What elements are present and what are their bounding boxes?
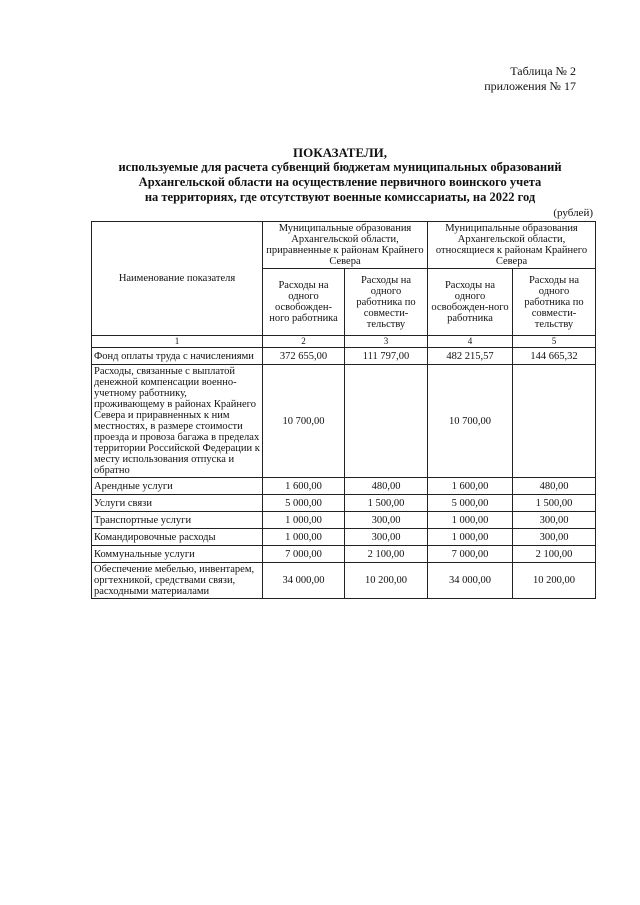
column-number: 4 [428,336,513,348]
table-row [92,495,596,512]
row-name: Обеспечение мебелью, инвентарем, оргтехникой, средствами связи, расходными материалами [92,563,263,599]
column-number: 2 [263,336,345,348]
row-value: 2 100,00 [513,546,596,563]
title-line-2: Архангельской области на осуществление первичного воинского учета [138,175,542,189]
row-value: 34 000,00 [428,563,513,599]
row-value: 7 000,00 [263,546,345,563]
header-row-groups [92,222,596,269]
row-value: 480,00 [345,478,428,495]
row-value: 300,00 [345,529,428,546]
table-row [92,348,596,365]
row-value: 111 797,00 [345,348,428,365]
document-title [80,145,600,205]
row-value: 7 000,00 [428,546,513,563]
row-value [345,365,428,478]
row-value: 300,00 [345,512,428,529]
row-name: Коммунальные услуги [92,546,263,563]
row-name: Арендные услуги [92,478,263,495]
table-row [92,478,596,495]
appendix-number: приложения № 17 [484,79,576,93]
title-line-1: используемые для расчета субвенций бюджетам муниципальных образований [118,160,562,174]
table-row [92,546,596,563]
title-heading: ПОКАЗАТЕЛИ, [292,145,388,160]
row-name: Расходы, связанные с выплатой денежной компенсации военно-учетному работнику, проживающему в районах Крайнего Севера и приравненных к ним местностях, в размере стоимости проезда и провоза багажа в пределах территории Российской Федерации к месту использования отпуска и обратно [92,365,263,478]
row-name: Транспортные услуги [92,512,263,529]
row-value: 10 200,00 [345,563,428,599]
row-value: 5 000,00 [428,495,513,512]
row-value: 2 100,00 [345,546,428,563]
row-value: 372 655,00 [263,348,345,365]
table-reference [440,64,576,94]
header-group-far-north: Муниципальные образования Архангельской области, относящиеся к районам Крайнего Севера [428,222,596,269]
table-number: Таблица № 2 [510,64,576,78]
row-value: 1 000,00 [263,529,345,546]
row-value: 10 200,00 [513,563,596,599]
row-value: 300,00 [513,529,596,546]
table-row [92,563,596,599]
row-value: 1 500,00 [345,495,428,512]
table-row [92,365,596,478]
row-value: 10 700,00 [428,365,513,478]
row-value: 1 600,00 [263,478,345,495]
indicators-table [91,221,596,599]
row-value: 10 700,00 [263,365,345,478]
table-row [92,512,596,529]
header-released-worker-2: Расходы на одного освобожден-ного работника [428,269,513,336]
column-number-row [92,336,596,348]
table-row [92,529,596,546]
header-combined-worker-2: Расходы на одного работника по совмести-тельству [513,269,596,336]
header-combined-worker-1: Расходы на одного работника по совмести-тельству [345,269,428,336]
header-group-equivalent-north: Муниципальные образования Архангельской области, приравненные к районам Крайнего Севера [263,222,428,269]
row-value: 34 000,00 [263,563,345,599]
title-line-3: на территориях, где отсутствуют военные комиссариаты, на 2022 год [144,190,536,204]
row-value: 5 000,00 [263,495,345,512]
row-value: 1 000,00 [428,529,513,546]
row-value: 1 500,00 [513,495,596,512]
row-name: Фонд оплаты труда с начислениями [92,348,263,365]
row-value [513,365,596,478]
row-value: 480,00 [513,478,596,495]
row-value: 1 000,00 [428,512,513,529]
row-value: 1 000,00 [263,512,345,529]
row-value: 482 215,57 [428,348,513,365]
column-number: 3 [345,336,428,348]
row-value: 300,00 [513,512,596,529]
row-value: 1 600,00 [428,478,513,495]
column-number: 5 [513,336,596,348]
row-name: Командировочные расходы [92,529,263,546]
header-indicator-name: Наименование показателя [92,222,263,336]
units-label: (рублей) [553,207,593,219]
header-released-worker-1: Расходы на одного освобожден-ного работника [263,269,345,336]
column-number: 1 [92,336,263,348]
row-value: 144 665,32 [513,348,596,365]
row-name: Услуги связи [92,495,263,512]
